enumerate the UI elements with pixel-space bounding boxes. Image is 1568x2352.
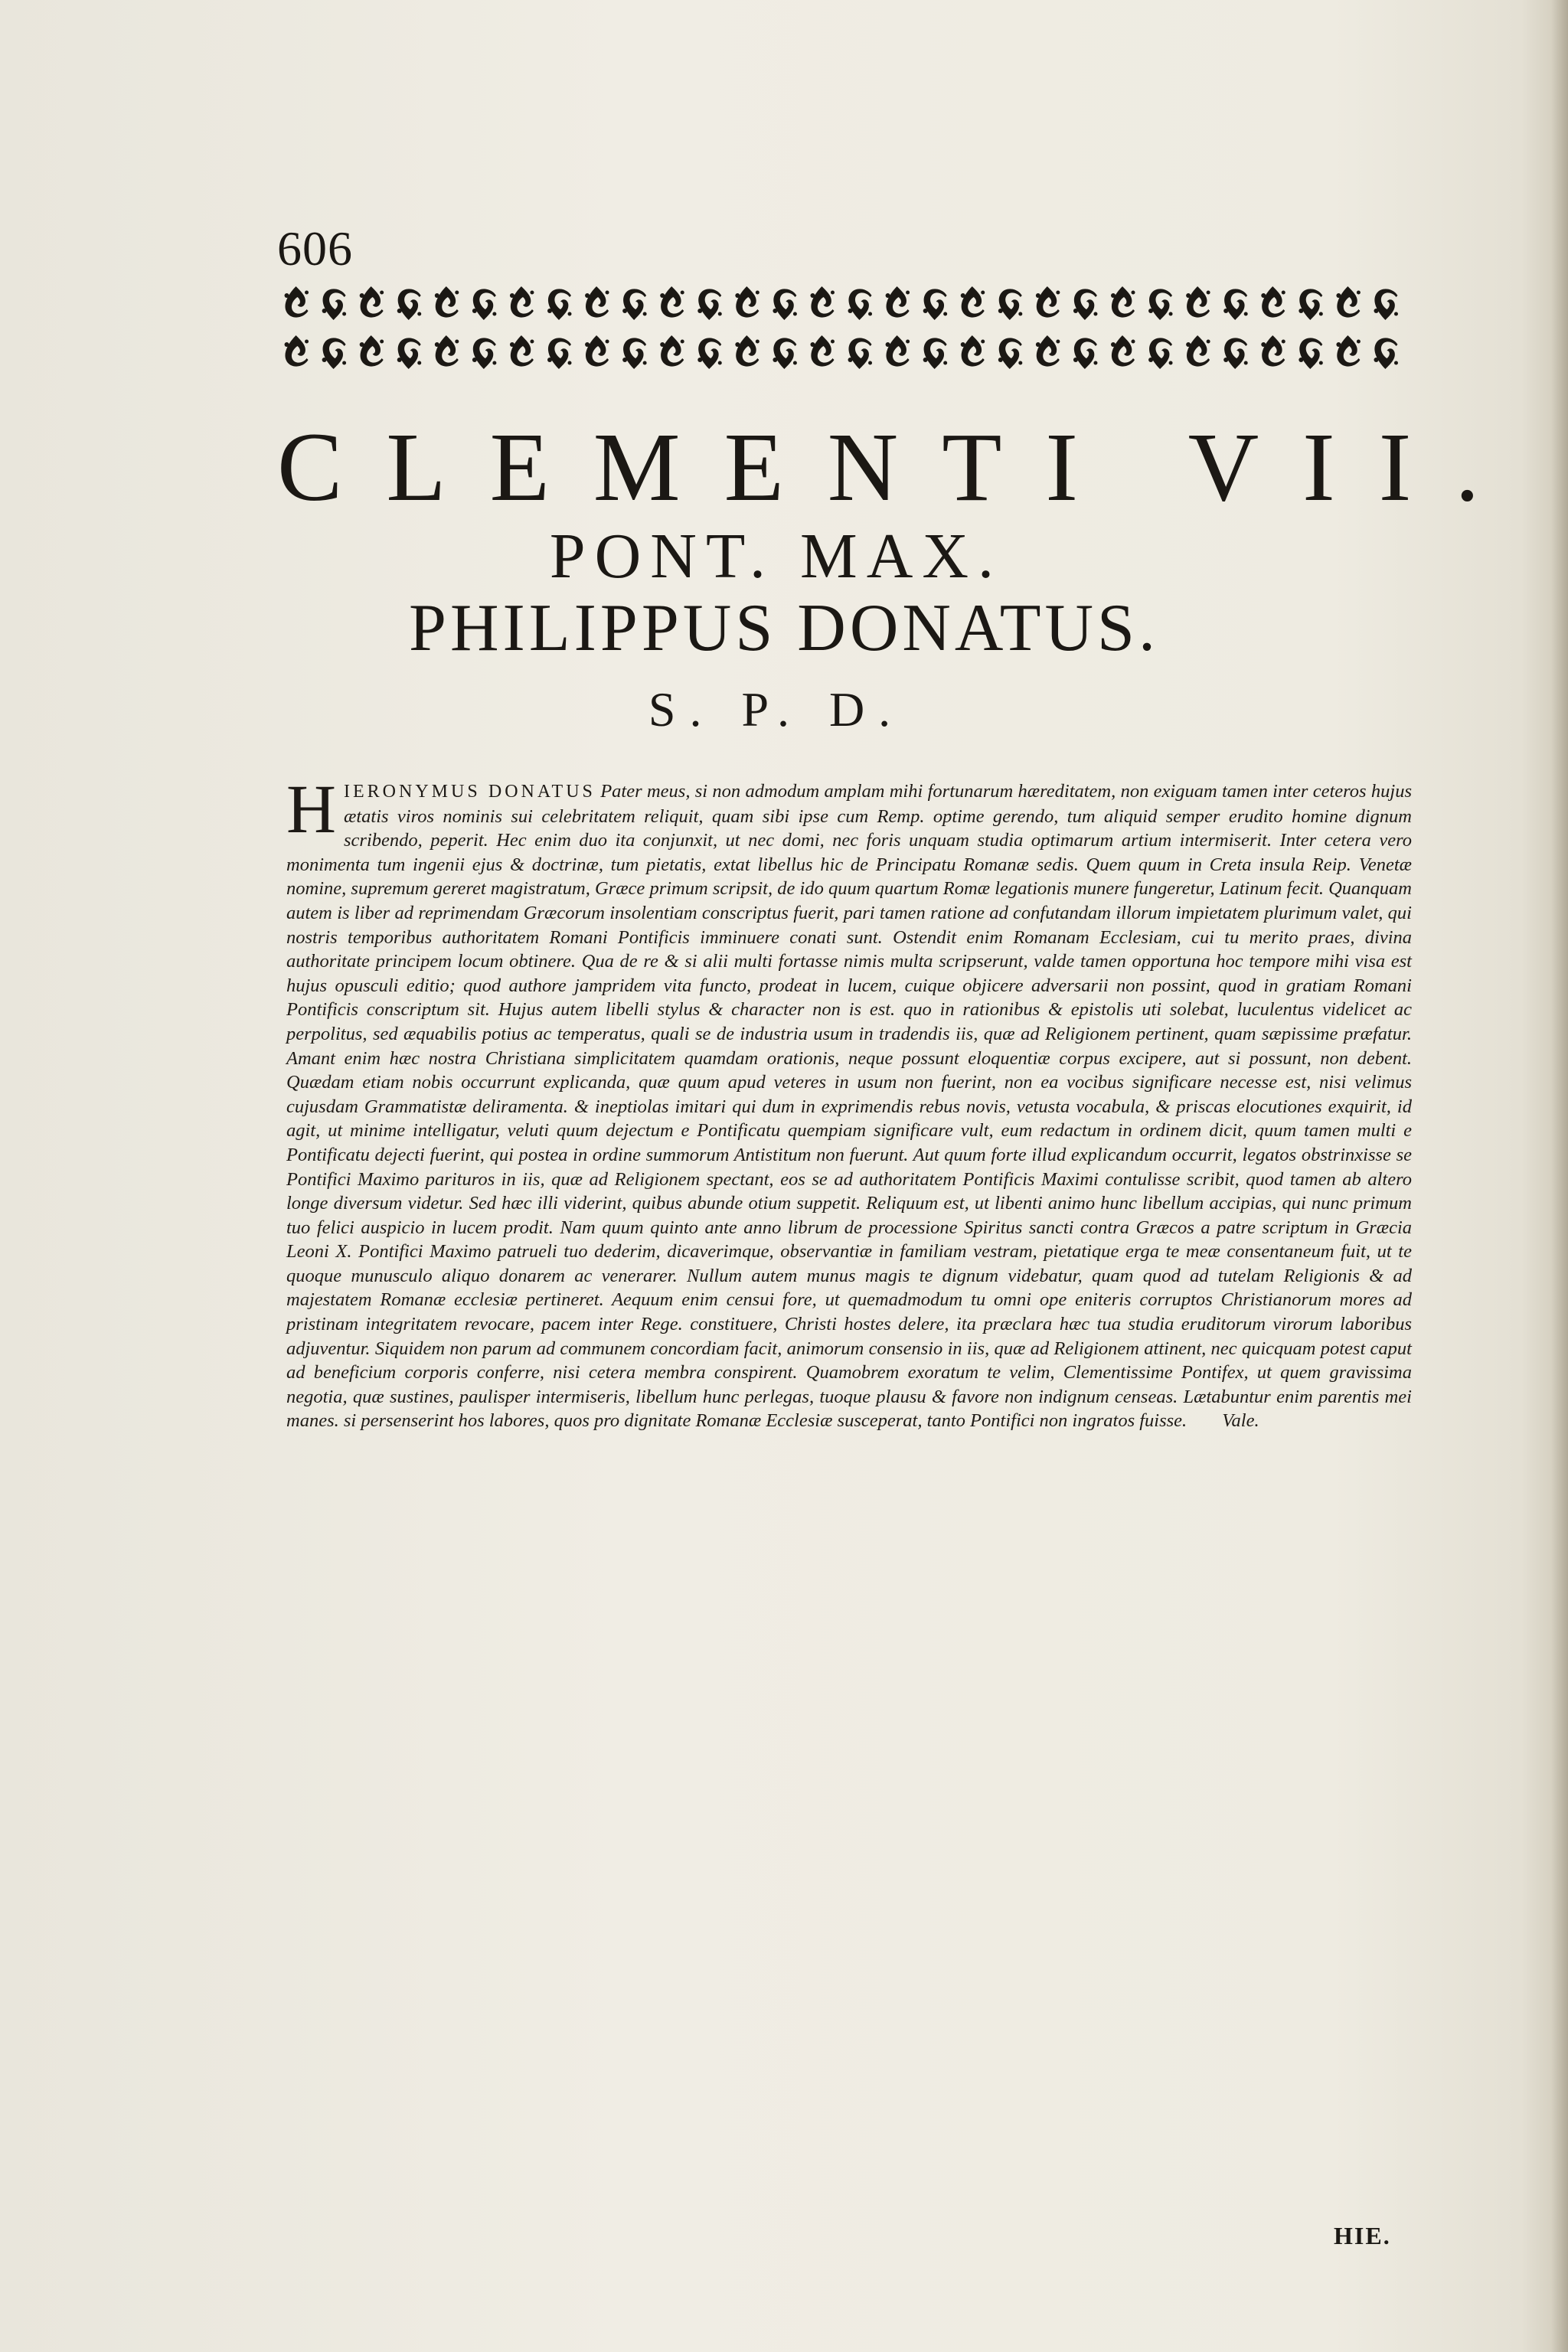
dedication-letter (286, 772, 1413, 1433)
letter-text: Pater meus, si non admodum amplam mihi fortunarum hæreditatem, non exiguam tamen inter ceteros hujus ætatis viros nominis sui celebritatem reliquit, quam sibi ipse cum Remp. optime gerendo, tum aliquid semper erudito homine dignum scribendo, peperit. Hec enim duo ita conjunxit, ut nec domi, nec foris unquam studia optimarum artium intermiserit. Inter cetera vero monimenta tum ingenii ejus & doctrinæ, tum pietatis, extat libellus hic de Principatu Romanæ sedis. Quem quum in Creta insula Reip. Venetæ nomine, supremum gereret magistratum, Græce primum scripsit, de ido quum quartum Romæ legationis munere fungeretur, Latinum fecit. Quanquam autem is liber ad reprimendam Græcorum insolentiam conscriptus fuerit, pari tamen ratione ad confutandam illorum impietatem plurimum valet, qui nostris temporibus authoritatem Romani Pontificis imminuere conati sunt. Ostendit enim Romanam Ecclesiam, cui tu merito praes, divina authoritate principem locum obtinere. Qua de re & si alii multi fortasse nimis multa scripserunt, valde tamen opportuna hoc tempore mihi visa est hujus opusculi editio; quod authore jampridem vita functo, prodeat in lucem, cuique objicere adversarii non possint, quod in gratiam Romani Pontificis conscriptum sit. Hujus autem libelli stylus & character non is est. quo in rationibus & epistolis uti solebat, luculentus videlicet ac perpolitus, sed æquabilis potius ac temperatus, quali se de industria usum in tradendis iis, quæ ad Religionem pertinent, quam sæpissime præfatur. Amant enim hæc nostra Christiana simplicitatem quamdam orationis, neque possunt eloquentiæ corpus excipere, aut si possunt, non debent. Quædam etiam nobis occurrunt explicanda, quæ quum apud veteres in usum non fuerint, non ea vocibus significare necesse est, nisi velimus cujusdam Grammatistæ deliramenta. & ineptiolas imitari qui dum in exprimendis rebus novis, vetusta vocabula, & priscas elocutiones exquirit, id agit, ut minime intelligatur, veluti quum dejectum e Pontificatu quempiam significare vult, eum redactum in ordinem dicit, quum tamen multi e Pontificatu dejecti fuerint, qui postea in ordine summorum Antistitum non fuerunt. Aut quum forte illud explicandum occurrit, legatos obstrinxisse se Pontifici Maximo parituros in iis, quæ ad Religionem spectant, eos se ad authoritatem Pontificis Maximi contulisse scribit, quod tamen ab altero longe diversum videtur. Sed hæc illi viderint, quibus abunde otium suppetit. Reliquum est, ut libenti animo hunc libellum accipias, qui nunc primum tuo felici auspicio in lucem prodit. Nam quum quinto ante anno librum de processione Spiritus sancti contra Græcos a patre scriptum in Græcia Leoni X. Pontifici Maximo patrueli tuo dederim, dicaverimque, observantiæ in familiam vestram, pietatique erga te meæ consentaneum fuit, ut te quoque munusculo aliquo donarem ac venerarer. Nullum autem munus magis te dignum videbatur, quam quod ad tutelam Religionis & ad majestatem Romanæ ecclesiæ pertineret. Aequum enim censui fore, ut quemadmodum tu omni ope eniteris corruptos Christianorum mores ad pristinam integritatem revocare, pacem inter Rege. constituere, Christi hostes delere, ita præclara hæc tua studia eruditorum virorum laboribus adjuventur. Siquidem non parum ad communem concordiam facit, animorum consensio in iis, quæ ad Religionem attinent, nec quicquam potest caput ad beneficium corporis conferre, nisi cetera membra conspirent. Quamobrem exoratum te velim, Clementissime Pontifex, ut quem gravissima negotia, quæ sustines, paulisper intermiseris, libellum hunc perlegas, tuoque plausu & favore non indignum censeas. Lætabuntur enim parentis mei manes. si persenserint hos labores, quos pro dignitate Romanæ Ecclesiæ susceperat, tanto Pontifici non ingratos fuisse. (286, 781, 1413, 1432)
fleuron-icon (810, 286, 835, 318)
fleuron-icon (697, 289, 722, 320)
title-spd: S. P. D. (648, 682, 905, 737)
fleuron-icon (510, 286, 534, 318)
fleuron-icon (510, 335, 534, 367)
fleuron-icon (886, 335, 910, 367)
drop-cap: H (286, 772, 336, 848)
fleuron-ornament-band (277, 277, 1404, 378)
fleuron-icon (1148, 289, 1173, 320)
fleuron-icon (923, 338, 948, 369)
fleuron-icon (1298, 289, 1323, 320)
fleuron-icon (285, 286, 309, 318)
fleuron-icon (435, 286, 459, 318)
fleuron-icon (622, 289, 647, 320)
fleuron-icon (435, 335, 459, 367)
fleuron-icon (886, 286, 910, 318)
fleuron-icon (810, 335, 835, 367)
title-clementi: CLEMENTI VII. (277, 413, 1524, 521)
fleuron-icon (585, 335, 609, 367)
fleuron-icon (773, 289, 797, 320)
fleuron-icon (1111, 335, 1135, 367)
fleuron-icon (1336, 286, 1361, 318)
fleuron-icon (697, 338, 722, 369)
fleuron-icon (322, 338, 347, 369)
page-edge-shadow (1551, 0, 1568, 2352)
letter-paragraph (286, 772, 1413, 1433)
letter-lead-words: IERONYMUS DONATUS (344, 782, 596, 802)
fleuron-icon (998, 338, 1023, 369)
fleuron-icon (848, 338, 873, 369)
fleuron-icon (923, 289, 948, 320)
fleuron-icon (961, 286, 985, 318)
fleuron-icon (1261, 286, 1285, 318)
fleuron-icon (547, 289, 572, 320)
fleuron-icon (322, 289, 347, 320)
fleuron-icon (397, 338, 422, 369)
fleuron-icon (998, 289, 1023, 320)
fleuron-icon (1073, 338, 1098, 369)
fleuron-icon (735, 286, 760, 318)
fleuron-icon (397, 289, 422, 320)
fleuron-icon (1374, 289, 1398, 320)
fleuron-icon (472, 289, 497, 320)
title-philippus-donatus: PHILIPPUS DONATUS. (409, 591, 1159, 665)
fleuron-icon (360, 286, 384, 318)
fleuron-icon (1223, 338, 1248, 369)
fleuron-icon (360, 335, 384, 367)
fleuron-icon (1186, 335, 1210, 367)
fleuron-icon (735, 335, 760, 367)
catchword: HIE. (1334, 2222, 1391, 2249)
fleuron-icon (1036, 286, 1060, 318)
fleuron-icon (1073, 289, 1098, 320)
fleuron-icon (1298, 338, 1323, 369)
fleuron-icon (585, 286, 609, 318)
fleuron-icon (622, 338, 647, 369)
fleuron-icon (547, 338, 572, 369)
fleuron-icon (1186, 286, 1210, 318)
page-number: 606 (277, 221, 353, 276)
title-pont-max: PONT. MAX. (549, 521, 1004, 592)
fleuron-icon (1036, 335, 1060, 367)
fleuron-icon (660, 286, 684, 318)
fleuron-icon (660, 335, 684, 367)
fleuron-icon (961, 335, 985, 367)
fleuron-icon (1223, 289, 1248, 320)
fleuron-icon (285, 335, 309, 367)
fleuron-icon (1336, 335, 1361, 367)
fleuron-icon (848, 289, 873, 320)
fleuron-icon (1374, 338, 1398, 369)
fleuron-icon (773, 338, 797, 369)
fleuron-icon (472, 338, 497, 369)
fleuron-icon (1148, 338, 1173, 369)
fleuron-icon (1261, 335, 1285, 367)
fleuron-icon (1111, 286, 1135, 318)
letter-closing: Vale. (1222, 1410, 1259, 1432)
